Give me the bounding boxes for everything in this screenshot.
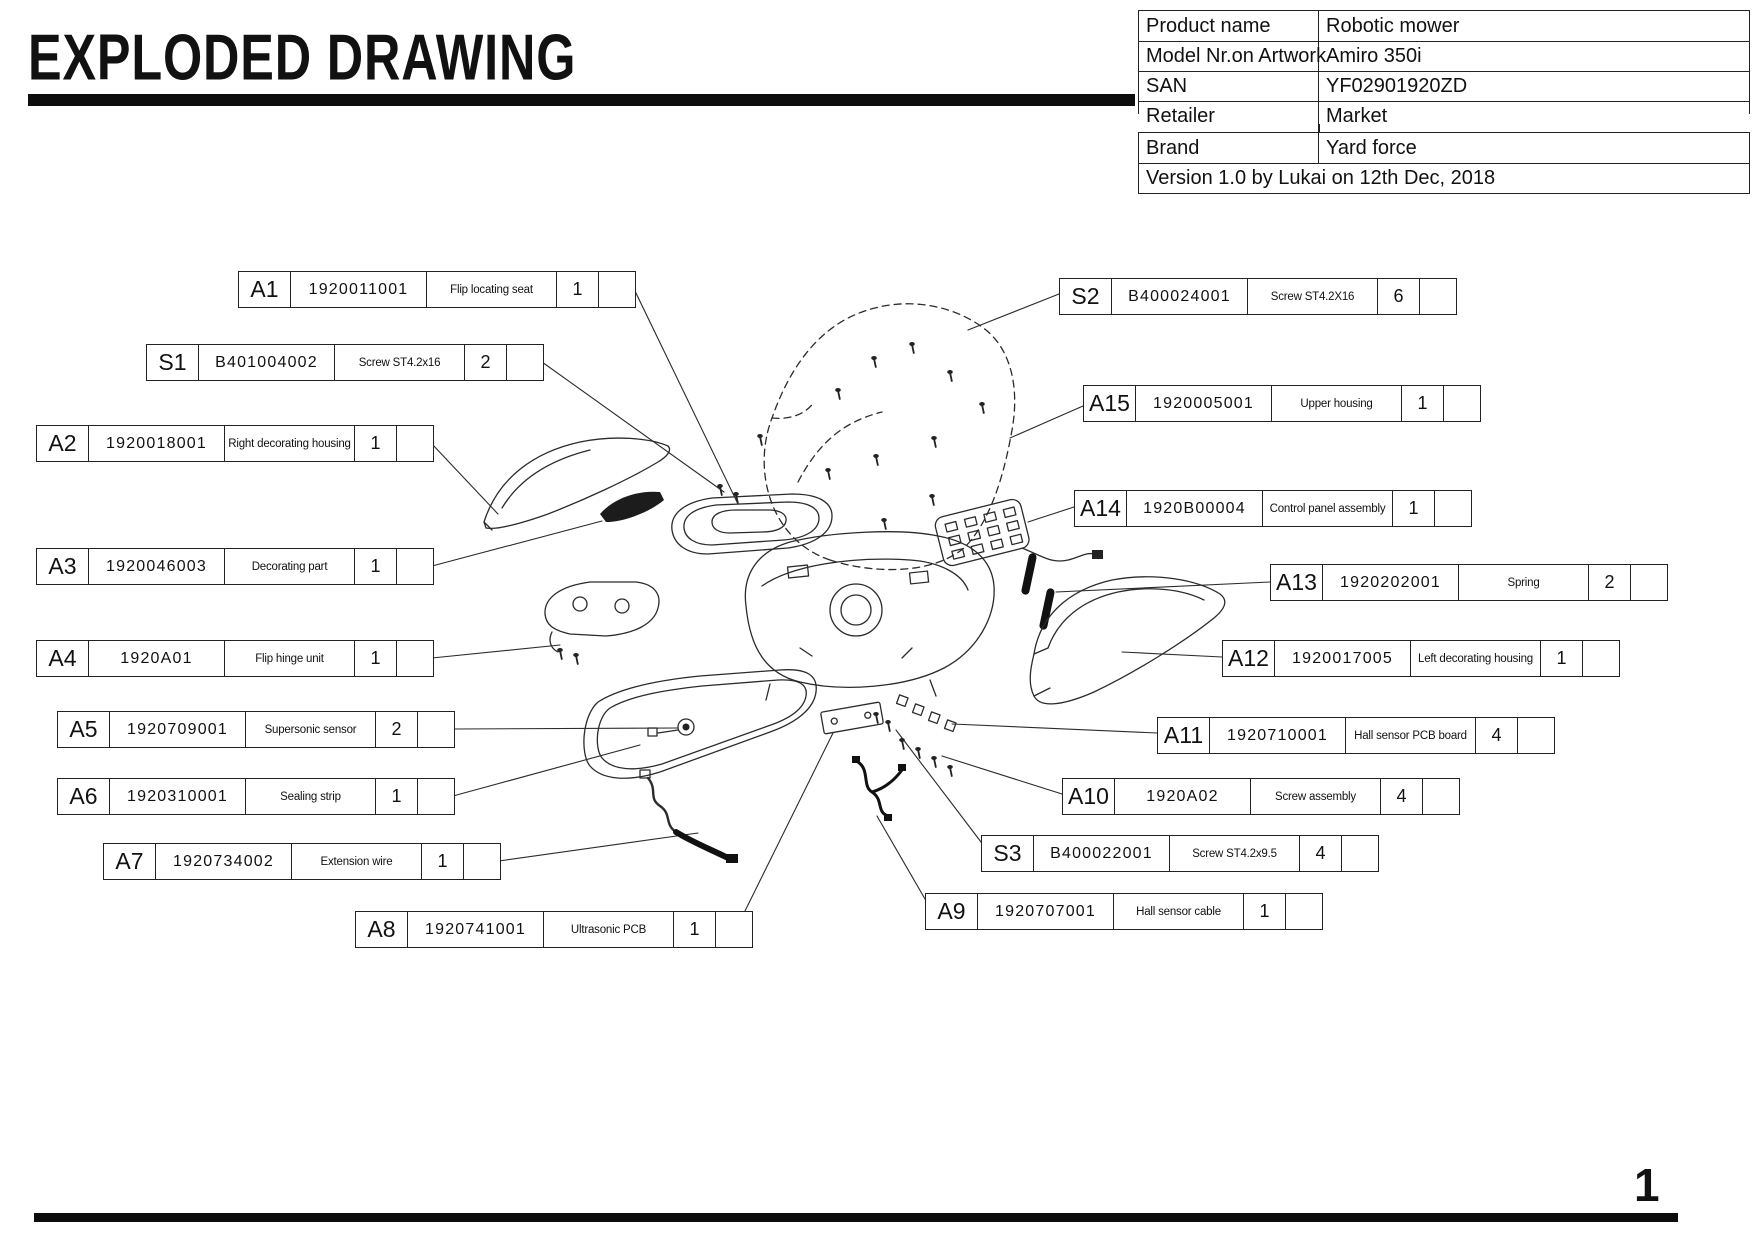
part-empty-cell [464,844,500,879]
hall-sensor-boards-drawing [897,695,957,732]
part-description: Sealing strip [246,779,376,814]
part-id: A14 [1075,491,1127,526]
part-id: A10 [1063,779,1115,814]
part-id: A4 [37,641,89,676]
part-qty: 2 [376,712,418,747]
part-description: Flip hinge unit [225,641,355,676]
part-qty: 1 [355,549,397,584]
page-title: EXPLODED DRAWING [28,21,577,94]
part-number: 1920017005 [1275,641,1411,676]
part-label-A3 [36,548,434,585]
version-text: Version 1.0 by Lukai on 12th Dec, 2018 [1146,167,1496,189]
part-description: Screw ST4.2x9.5 [1170,836,1300,871]
part-number: 1920202001 [1323,565,1459,600]
part-label-A9 [925,893,1323,930]
part-description: Hall sensor PCB board [1346,718,1476,753]
row-label: Brand [1139,133,1319,163]
part-number: 1920741001 [408,912,544,947]
part-id: A12 [1223,641,1275,676]
part-description: Screw ST4.2x16 [335,345,465,380]
part-empty-cell [418,712,454,747]
part-qty: 1 [376,779,418,814]
row-value: Yard force [1326,136,1417,159]
part-description: Supersonic sensor [246,712,376,747]
part-id: A1 [239,272,291,307]
part-qty: 1 [355,426,397,461]
screw-assembly-drawing [873,712,953,776]
right-decorating-housing-drawing [484,438,670,530]
part-description: Spring [1459,565,1589,600]
part-qty: 1 [355,641,397,676]
part-number: B401004002 [199,345,335,380]
main-body-drawing [745,532,994,700]
part-label-A12 [1222,640,1620,677]
part-id: A8 [356,912,408,947]
part-qty: 1 [1244,894,1286,929]
part-id: A5 [58,712,110,747]
flip-hinge-unit-drawing [545,582,659,664]
part-label-S2 [1059,278,1457,315]
part-number: 1920310001 [110,779,246,814]
part-label-A2 [36,425,434,462]
row-label: Product name [1139,11,1319,41]
part-description: Decorating part [225,549,355,584]
part-id: A2 [37,426,89,461]
part-id: S1 [147,345,199,380]
part-description: Left decorating housing [1411,641,1541,676]
part-description: Flip locating seat [427,272,557,307]
upper-housing-drawing [764,304,1015,570]
part-empty-cell [397,641,433,676]
part-qty: 1 [1402,386,1444,421]
part-qty: 1 [1541,641,1583,676]
page-number: 1 [1634,1159,1660,1211]
part-id: A15 [1084,386,1136,421]
part-qty: 1 [674,912,716,947]
part-number: 1920707001 [978,894,1114,929]
part-label-S1 [146,344,544,381]
part-empty-cell [1435,491,1471,526]
part-id: S3 [982,836,1034,871]
hall-sensor-cable-drawing [852,756,906,821]
part-number: 1920011001 [291,272,427,307]
part-qty: 2 [1589,565,1631,600]
part-label-A11 [1157,717,1555,754]
part-empty-cell [397,426,433,461]
part-number: 1920A02 [1115,779,1251,814]
part-description: Screw assembly [1251,779,1381,814]
part-id: A3 [37,549,89,584]
extension-wire-drawing [640,770,738,863]
part-id: S2 [1060,279,1112,314]
part-description: Ultrasonic PCB [544,912,674,947]
part-label-A5 [57,711,455,748]
row-value: YF02901920ZD [1326,75,1468,97]
row-value: Robotic mower [1326,14,1460,37]
part-qty: 1 [422,844,464,879]
part-empty-cell [418,779,454,814]
left-decorating-housing-drawing [1030,577,1225,704]
row-label: Model Nr.on Artwork [1139,42,1319,71]
part-empty-cell [1286,894,1322,929]
part-empty-cell [397,549,433,584]
part-empty-cell [507,345,543,380]
part-id: A11 [1158,718,1210,753]
part-id: A7 [104,844,156,879]
part-label-A15 [1083,385,1481,422]
part-number: 1920046003 [89,549,225,584]
part-empty-cell [716,912,752,947]
part-label-A6 [57,778,455,815]
ultrasonic-pcb-drawing [821,702,884,734]
part-empty-cell [1420,279,1456,314]
part-qty: 4 [1300,836,1342,871]
part-empty-cell [1518,718,1554,753]
part-qty: 6 [1378,279,1420,314]
part-number: 1920B00004 [1127,491,1263,526]
part-empty-cell [1342,836,1378,871]
leader-lines [432,289,1270,911]
part-label-A4 [36,640,434,677]
part-number: 1920005001 [1136,386,1272,421]
part-number: B400022001 [1034,836,1170,871]
part-empty-cell [1583,641,1619,676]
part-number: 1920018001 [89,426,225,461]
part-id: A9 [926,894,978,929]
screws-upper-housing [757,342,985,529]
part-number: B400024001 [1112,279,1248,314]
part-description: Control panel assembly [1263,491,1393,526]
part-empty-cell [1444,386,1480,421]
row-value: Amiro 350i [1326,45,1422,67]
part-description: Right decorating housing [225,426,355,461]
part-label-A7 [103,843,501,880]
part-qty: 1 [1393,491,1435,526]
part-label-A8 [355,911,753,948]
sealing-strip-drawing [584,670,816,779]
part-qty: 4 [1381,779,1423,814]
part-label-A14 [1074,490,1472,527]
part-label-A1 [238,271,636,308]
part-empty-cell [599,272,635,307]
part-description: Upper housing [1272,386,1402,421]
part-empty-cell [1423,779,1459,814]
part-number: 1920710001 [1210,718,1346,753]
part-description: Hall sensor cable [1114,894,1244,929]
springs-drawing [1021,553,1056,631]
part-empty-cell [1631,565,1667,600]
row-label: Retailer [1139,102,1319,131]
part-number: 1920734002 [156,844,292,879]
part-id: A13 [1271,565,1323,600]
row-value: Market [1326,105,1388,127]
part-description: Screw ST4.2X16 [1248,279,1378,314]
part-qty: 2 [465,345,507,380]
flip-locating-seat-drawing [672,494,832,554]
part-label-A10 [1062,778,1460,815]
part-label-A13 [1270,564,1668,601]
part-qty: 4 [1476,718,1518,753]
part-id: A6 [58,779,110,814]
part-qty: 1 [557,272,599,307]
part-label-S3 [981,835,1379,872]
part-number: 1920709001 [110,712,246,747]
decorating-part-drawing [600,492,664,522]
part-number: 1920A01 [89,641,225,676]
row-label: SAN [1139,72,1319,101]
part-description: Extension wire [292,844,422,879]
